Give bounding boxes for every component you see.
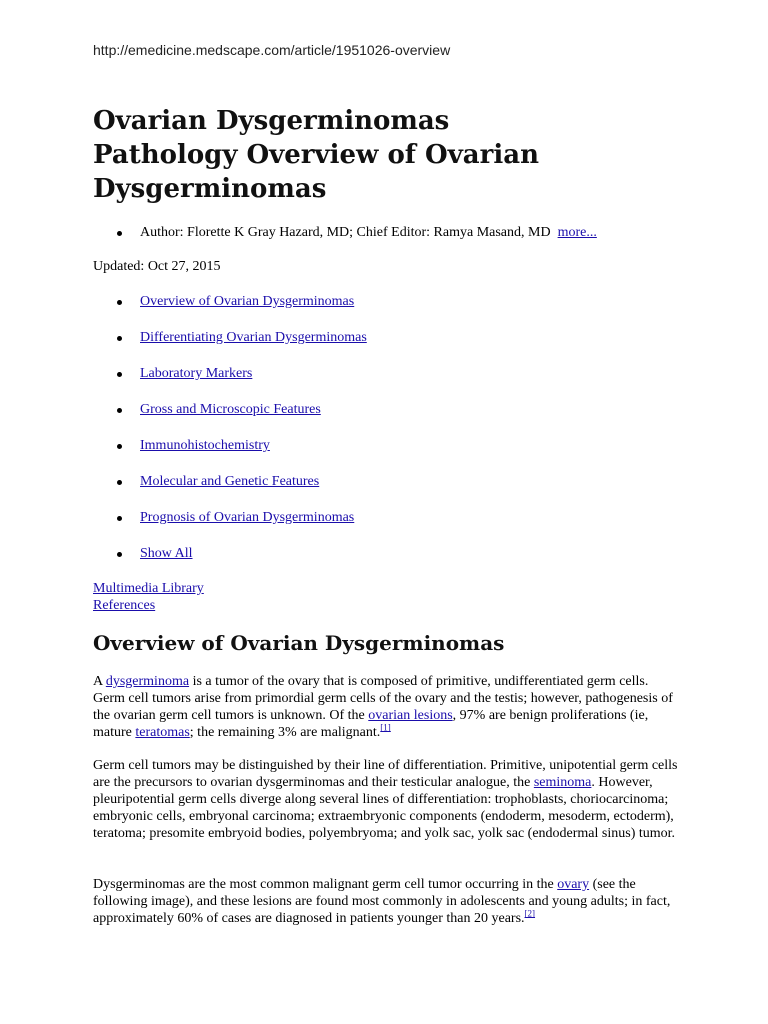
toc-link-show-all[interactable]: Show All xyxy=(140,546,193,561)
p1-text-a: A xyxy=(93,674,106,689)
side-links xyxy=(93,580,204,614)
teratomas-link[interactable]: teratomas xyxy=(135,725,190,740)
paragraph-2 xyxy=(93,757,683,842)
paragraph-3 xyxy=(93,876,683,927)
p2-text-a: Germ cell tumors may be distinguished by their line of differentiation. Primitive, unipotential germ cells are the precursors to ovarian dysgerminomas and their testicular analogue, the xyxy=(93,758,678,790)
toc-link-immunohistochemistry[interactable]: Immunohistochemistry xyxy=(140,438,270,453)
toc-link-molecular-genetic[interactable]: Molecular and Genetic Features xyxy=(140,474,320,489)
bullet-icon xyxy=(117,480,122,485)
bullet-icon xyxy=(117,231,122,236)
title-line-1: Ovarian Dysgerminomas xyxy=(93,106,450,136)
bullet-icon xyxy=(117,372,122,377)
paragraph-1 xyxy=(93,673,683,741)
updated-date: Updated: Oct 27, 2015 xyxy=(93,259,221,274)
toc-link-gross-microscopic[interactable]: Gross and Microscopic Features xyxy=(140,402,321,417)
toc-link-prognosis[interactable]: Prognosis of Ovarian Dysgerminomas xyxy=(140,510,355,525)
toc-link-overview[interactable]: Overview of Ovarian Dysgerminomas xyxy=(140,294,355,309)
dysgerminoma-link[interactable]: dysgerminoma xyxy=(105,674,190,689)
references-link[interactable]: References xyxy=(93,598,156,613)
p2-text-b: . However, pleuripotential germ cells diverge along several lines of differentiation: trophoblasts, choriocarcinoma; embryonic cells, embryonal carcinoma; extraembryonic components (endoderm, mesoderm, ectoderm), teratoma; presomite embryoid bodies, polyembryoma; and yolk sac, yolk sac (endodermal sinus) tumor. xyxy=(93,775,676,841)
page-url: http://emedicine.medscape.com/article/1951026-overview xyxy=(93,42,451,58)
ovary-link[interactable]: ovary xyxy=(557,877,590,892)
bullet-icon xyxy=(117,444,122,449)
author-more-link[interactable]: more... xyxy=(557,225,597,240)
reference-2-link[interactable]: [2] xyxy=(524,908,536,919)
p1-text-b: is a tumor of the ovary that is composed of primitive, undifferentiated germ cells. Germ cell tumors arise from primordial germ cells of the ovary and the testis; however, pathogenesis of the ovarian germ cell tumors is unknown. Of the xyxy=(93,674,673,723)
toc-link-laboratory-markers[interactable]: Laboratory Markers xyxy=(140,366,253,381)
toc-link-differentiating[interactable]: Differentiating Ovarian Dysgerminomas xyxy=(140,330,367,345)
seminoma-link[interactable]: seminoma xyxy=(533,775,592,790)
page-title xyxy=(93,104,653,206)
ovarian-lesions-link[interactable]: ovarian lesions xyxy=(368,708,453,723)
bullet-icon xyxy=(117,552,122,557)
p3-text-a: Dysgerminomas are the most common malignant germ cell tumor occurring in the xyxy=(93,877,558,892)
bullet-icon xyxy=(117,516,122,521)
multimedia-library-link[interactable]: Multimedia Library xyxy=(93,581,204,596)
title-line-2: Pathology Overview of Ovarian Dysgerminomas xyxy=(93,140,539,204)
p3-text-b: (see the following image), and these lesions are found most commonly in adolescents and young adults; in fact, approximately 60% of cases are diagnosed in patients younger than 20 years. xyxy=(93,877,671,926)
reference-1-link[interactable]: [1] xyxy=(380,722,391,733)
author-text: Author: Florette K Gray Hazard, MD; Chief Editor: Ramya Masand, MD xyxy=(140,225,551,240)
p1-text-c: , 97% are benign proliferations (ie, mature xyxy=(93,708,649,740)
p1-text-d: ; the remaining 3% are malignant. xyxy=(189,725,381,740)
section-heading: Overview of Ovarian Dysgerminomas xyxy=(93,631,505,655)
bullet-icon xyxy=(117,300,122,305)
bullet-icon xyxy=(117,336,122,341)
bullet-icon xyxy=(117,408,122,413)
